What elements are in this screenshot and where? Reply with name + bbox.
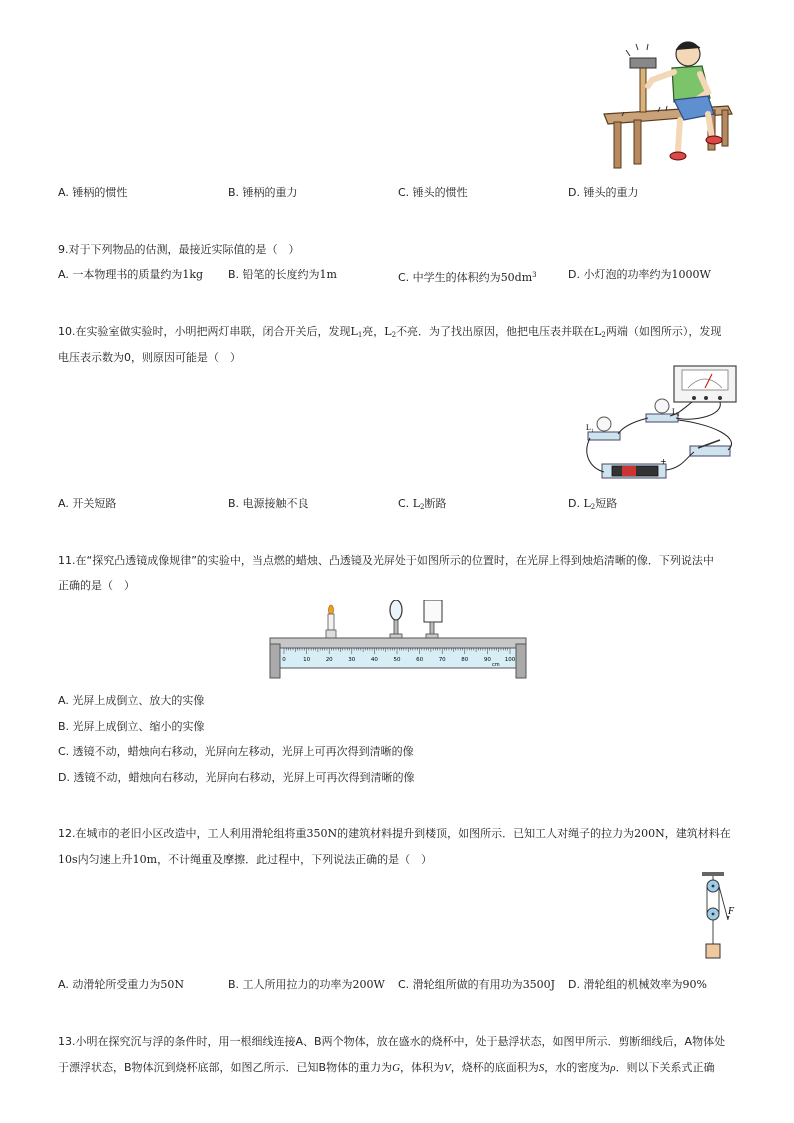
q10-text-b: 亮， [362,325,385,338]
q9-option-c[interactable] [398,268,537,285]
q9-d-value: 1000W [671,268,711,281]
q10-option-a[interactable]: A. 开关短路 [58,497,117,510]
q8-option-d[interactable]: D. 锤头的重力 [568,186,639,199]
bulb-l1-icon [597,417,611,431]
q10-L2: L [384,325,392,338]
candle-flame-icon [329,605,334,615]
q9-option-d[interactable] [568,268,711,282]
q10-stem-line1 [58,325,721,342]
ruler-tick-label: 0 [282,657,286,663]
q10-L1: L [350,325,358,338]
q10-text-d: 两端（如图所示），发现 [605,325,722,338]
q10-d-text: 短路 [595,497,618,510]
pulley-figure [694,870,744,964]
load-block [706,944,720,958]
svg-text:+: + [660,457,667,466]
ruler-tick-label: 30 [348,657,356,663]
q11-option-b[interactable]: B. 光屏上成倒立、缩小的实像 [58,720,205,733]
q9-c-value: 50dm [500,271,533,284]
ruler-tick-label: 60 [416,657,424,663]
q12-text-d: 内匀速上升 [77,853,133,866]
q9-option-a[interactable] [58,268,203,282]
q12-text-a: 12.在城市的老旧小区改造中，工人利用滑轮组将重 [58,827,307,840]
q9-a-text: A. 一本物理书的质量约为 [58,268,183,281]
ruler-tick-label: 50 [393,657,401,663]
q13-text-a: 于漂浮状态，B物体沉到烧杯底部，如图乙所示．已知B物体的重力为 [58,1061,393,1074]
q13-G: G [392,1062,401,1074]
ruler-unit: cm [492,662,500,668]
q12-option-c[interactable] [398,978,555,992]
q11-option-c[interactable]: C. 透镜不动，蜡烛向右移动，光屏向左移动，光屏上可再次得到清晰的像 [58,745,414,758]
q12-c-value: 3500J [522,978,556,991]
q10-option-c[interactable] [398,497,446,514]
q13-S: S [538,1062,545,1074]
q12-force: 200N [634,827,665,840]
label-l1: L [586,423,591,432]
ruler-tick-label: 70 [438,657,446,663]
screen-icon [424,600,442,622]
ruler-tick-label: 90 [483,657,491,663]
q13-V: V [444,1062,451,1074]
circuit-figure [582,362,744,484]
q12-stem-line2 [58,853,432,867]
q10-option-b[interactable]: B. 电源接触不良 [228,497,309,510]
q11-option-d[interactable]: D. 透镜不动，蜡烛向右移动，光屏向右移动，光屏上可再次得到清晰的像 [58,771,415,784]
q12-b-text: B. 工人所用拉力的功率为 [228,978,353,991]
ceiling [702,872,724,876]
q11-option-a[interactable]: A. 光屏上成倒立、放大的实像 [58,694,205,707]
q13-text-c: ，烧杯的底面积为 [450,1061,539,1074]
q12-text-b: 的建筑材料提升到楼顶，如图所示．已知工人对绳子的拉力为 [337,827,635,840]
q8-option-b[interactable]: B. 锤柄的重力 [228,186,298,199]
q9-b-text: B. 铅笔的长度约为 [228,268,320,281]
lens-icon [390,600,402,620]
q10-option-d[interactable] [568,497,617,514]
q10-L1-sub: 1 [357,331,363,339]
q9-c-text: C. 中学生的体积约为 [398,271,501,284]
q8-option-a[interactable]: A. 锤柄的惯性 [58,186,128,199]
q9-d-text: D. 小灯泡的功率约为 [568,268,672,281]
q13-stem-line2 [58,1061,715,1075]
q9-a-value: 1kg [182,268,204,281]
q10-d-prefix: D. [568,497,584,510]
q10-d-sub: 2 [590,503,596,511]
optical-bench-figure [266,600,530,682]
ruler-tick-label: 100 [504,657,516,663]
ruler-tick-label: 80 [461,657,469,663]
label-l2: L [672,407,677,416]
q13-text-d: ，水的密度为 [544,1061,611,1074]
q13-rho: ρ [610,1062,616,1074]
q10-stem-line2: 电压表示数为0，则原因可能是（ ） [58,351,241,364]
ruler-tick-label: 40 [370,657,378,663]
q12-d-text: D. 滑轮组的机械效率为 [568,978,683,991]
q12-c-text: C. 滑轮组所做的有用功为 [398,978,523,991]
q10-L2b: L [594,325,602,338]
q12-time: 10s [58,853,78,866]
q11-stem-line2: 正确的是（ ） [58,579,135,592]
q9-c-sup: 3 [532,271,537,279]
q12-option-d[interactable] [568,978,707,992]
q10-L2-sub: 2 [391,331,397,339]
q12-text-c: ，建筑材料在 [664,827,731,840]
q10-text-c: 不亮．为了找出原因，他把电压表并联在 [396,325,595,338]
bulb-l2-icon [655,399,669,413]
q13-stem-line1: 13.小明在探究沉与浮的条件时，用一根细线连接A、B两个物体，放在盛水的烧杯中，处于悬浮状态，如图甲所示．剪断细线后，A物体处 [58,1035,726,1048]
q12-option-b[interactable] [228,978,385,992]
q12-d-value: 90% [682,978,707,991]
q12-a-text: A. 动滑轮所受重力为 [58,978,161,991]
q12-b-value: 200W [352,978,385,991]
label-l1-sub: 1 [591,429,594,434]
q12-a-value: 50N [160,978,184,991]
q9-stem: 9.对于下列物品的估测，最接近实际值的是（ ） [58,243,300,256]
label-l2-sub: 2 [677,413,680,418]
q12-option-a[interactable] [58,978,184,992]
q13-text-e: ．则以下关系式正确 [615,1061,715,1074]
ruler-tick-label: 10 [303,657,311,663]
q10-text-a: 10.在实验室做实验时，小明把两灯串联，闭合开关后，发现 [58,325,351,338]
q10-c-sub: 2 [420,503,425,511]
q12-weight: 350N [306,827,338,840]
q11-stem-line1: 11.在“探究凸透镜成像规律”的实验中，当点燃的蜡烛、凸透镜及光屏处于如图所示的位置时，在光屏上得到烛焰清晰的像．下列说法中 [58,554,714,567]
q10-c-text: 断路 [424,497,447,510]
q10-L2b-sub: 2 [601,331,606,339]
q9-b-value: 1m [319,268,337,281]
q10-d-L: L [583,497,591,510]
ruler-tick-label: 20 [325,657,333,663]
q12-height: 10m [132,853,158,866]
q12-text-e: ，不计绳重及摩擦．此过程中，下列说法正确的是（ ） [157,853,433,866]
q13-text-b: ，体积为 [400,1061,445,1074]
q9-option-b[interactable] [228,268,337,282]
q12-stem-line1 [58,827,731,841]
candle-icon [328,614,334,630]
hammer-bench-figure [600,36,735,174]
q10-c-prefix: C. [398,497,413,510]
force-label: F [728,906,735,917]
q10-c-L: L [412,497,420,510]
q8-option-c[interactable]: C. 锤头的惯性 [398,186,468,199]
